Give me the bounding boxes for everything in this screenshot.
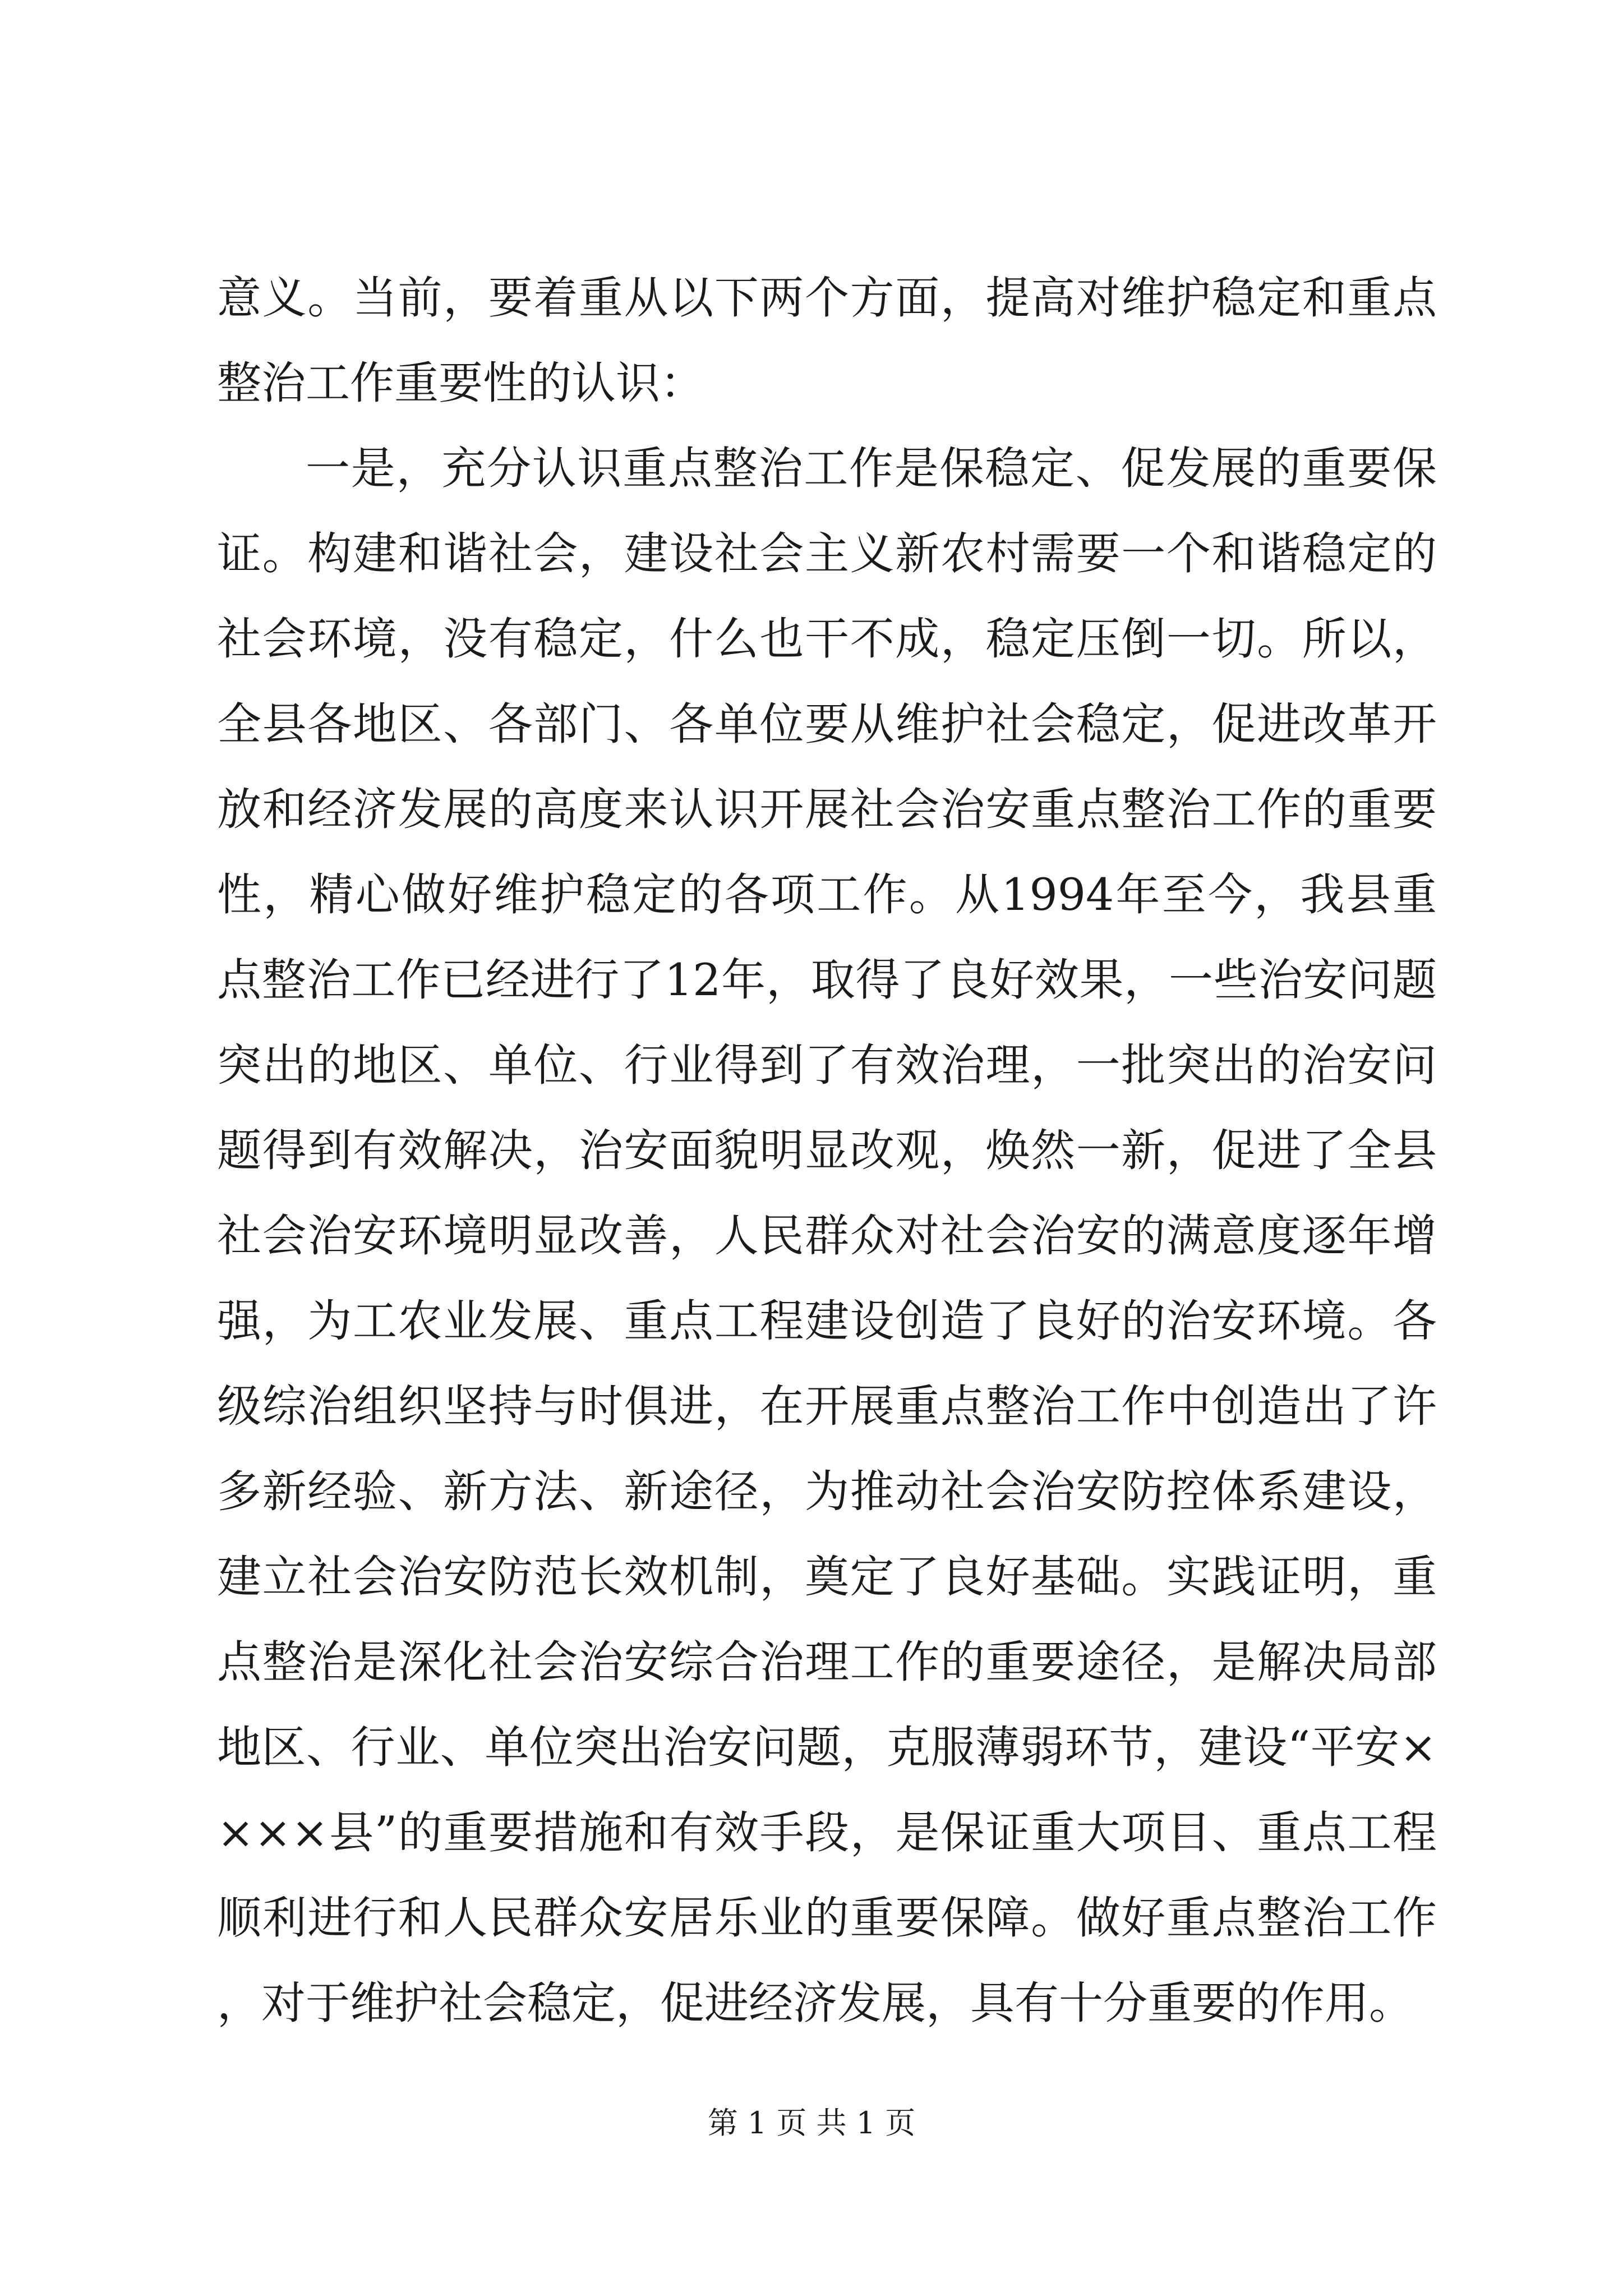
paragraph-point-one: 一是，充分认识重点整治工作是保稳定、促发展的重要保证。构建和谐社会，建设社会主义新农村需要一个和谐稳定的社会环境，没有稳定，什么也干不成，稳定压倒一切。所以，全县各地区、各部门、各单位要从维护社会稳定，促进改革开放和经济发展的高度来认识开展社会治安重点整治工作的重要性，精心做好维护稳定的各项工作。从1994年至今，我县重点整治工作已经进行了12年，取得了良好效果，一些治安问题突出的地区、单位、行业得到了有效治理，一批突出的治安问题得到有效解决，治安面貌明显改观，焕然一新，促进了全县社会治安环境明显改善，人民群众对社会治安的满意度逐年增强，为工农业发展、重点工程建设创造了良好的治安环境。各级综治组织坚持与时俱进，在开展重点整治工作中创造出了许多新经验、新方法、新途径，为推动社会治安防控体系建设，建立社会治安防范长效机制，奠定了良好基础。实践证明，重点整治是深化社会治安综合治理工作的重要途径，是解决局部地区、行业、单位突出治安问题，克服薄弱环节，建设“平安××××县”的重要措施和有效手段，是保证重大项目、重点工程顺利进行和人民群众安居乐业的重要保障。做好重点整治工作，对于维护社会稳定，促进经济发展，具有十分重要的作用。 bbox=[217, 443, 1437, 2029]
paragraph-continuation: 意义。当前，要着重从以下两个方面，提高对维护稳定和重点整治工作重要性的认识： bbox=[217, 272, 1437, 409]
document-body bbox=[217, 255, 1437, 2046]
page-footer: 第 1 页 共 1 页 bbox=[707, 2105, 916, 2141]
